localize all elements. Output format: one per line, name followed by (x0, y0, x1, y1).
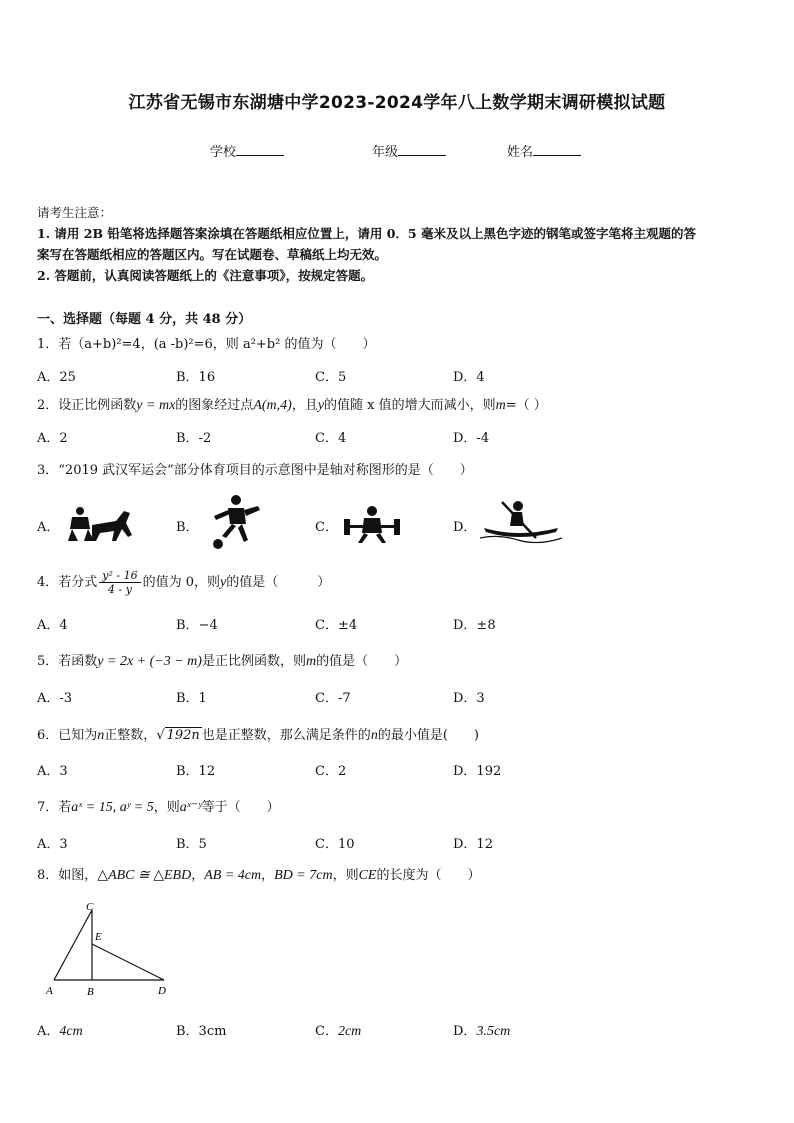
q5-option-a[interactable]: A．-3 (37, 691, 73, 706)
sqrt-radicand: 192n (166, 728, 200, 743)
option-value: 4cm (59, 1024, 83, 1039)
label-e: E (95, 931, 102, 943)
q8-option-a[interactable] (37, 1020, 83, 1040)
fraction-denominator: 4 - y (108, 583, 132, 596)
q3-option-c[interactable]: C． (315, 520, 338, 535)
q4-option-c[interactable]: C．±4 (315, 618, 358, 633)
equestrian-icon (66, 503, 138, 543)
q7-option-c[interactable]: C．10 (315, 837, 355, 852)
q2-option-d[interactable]: D．-4 (453, 431, 490, 446)
q8-option-b[interactable]: B．3cm (176, 1024, 227, 1039)
question-stem: 正整数， (104, 728, 157, 743)
q4-option-b[interactable]: B．−4 (176, 618, 218, 633)
q1-option-d[interactable]: D．4 (453, 370, 485, 385)
question-7 (37, 796, 280, 816)
school-field[interactable] (210, 141, 284, 160)
question-stem: 的长度为（ ） (376, 868, 481, 883)
question-stem: 等于（ ） (201, 800, 280, 815)
question-stem: 的图象经过点 (175, 398, 254, 413)
option-letter: D． (453, 1024, 477, 1039)
question-number: 7． (37, 800, 59, 815)
weightlifter-icon (342, 503, 402, 543)
question-stem: 的最小值是( ) (377, 728, 479, 743)
kayaker-icon (478, 498, 564, 544)
math-expression: △ABC ≅ △EBD (97, 868, 192, 883)
q8-option-c[interactable] (315, 1020, 361, 1040)
math-expression: y = 2x + (−3 − m) (97, 654, 202, 669)
q7-option-b[interactable]: B．5 (176, 837, 207, 852)
question-stem: 的值是（ ） (226, 575, 331, 590)
question-stem: =（ ） (505, 398, 547, 413)
q6-option-b[interactable]: B．12 (176, 764, 216, 779)
q5-option-b[interactable]: B．1 (176, 691, 207, 706)
grade-label: 年级 (372, 145, 399, 160)
q1-option-b[interactable]: B．16 (176, 370, 216, 385)
q6-option-a[interactable]: A．3 (37, 764, 68, 779)
question-number: 4． (37, 575, 59, 590)
q2-option-b[interactable]: B．-2 (176, 431, 212, 446)
notice-item1-line1: 1. 请用 2B 铅笔将选择题答案涂填在答题纸相应位置上，请用 0．5 毫米及以上黑色字迹的钢笔或签字笔将主观题的答 (37, 226, 696, 241)
name-field[interactable] (507, 141, 581, 160)
question-stem: 若分式 (58, 575, 98, 590)
math-expression: BD = 7cm (274, 868, 333, 883)
math-expression: n (97, 728, 105, 743)
question-1 (37, 333, 375, 352)
question-stem: 若 (58, 800, 72, 815)
school-blank[interactable] (236, 143, 284, 156)
question-number: 2． (37, 398, 59, 413)
question-stem: ， (261, 868, 275, 883)
question-stem: 若（a+b)²=4，(a -b)²=6，则 a²+b² 的值为（ ） (58, 337, 376, 352)
math-expression: AB = 4cm (204, 868, 262, 883)
question-number: 6． (37, 728, 59, 743)
sqrt-symbol: √ (156, 728, 165, 743)
triangle-abc (54, 910, 92, 980)
question-2 (37, 394, 547, 414)
question-stem: 的值是（ ） (316, 654, 408, 669)
fraction (99, 569, 140, 596)
notice-heading: 请考生注意： (37, 205, 113, 220)
question-8 (37, 864, 480, 884)
question-number: 3． (37, 463, 59, 478)
q7-option-d[interactable]: D．12 (453, 837, 493, 852)
option-letter: A． (37, 1024, 60, 1039)
page-title: 江苏省无锡市东湖塘中学2023-2024学年八上数学期末调研模拟试题 (128, 93, 666, 113)
math-expression: m (495, 398, 506, 413)
fraction-numerator: y² - 16 (99, 569, 140, 583)
question-6 (37, 724, 479, 744)
segment-ed (92, 944, 164, 980)
q2-option-c[interactable]: C．4 (315, 431, 347, 446)
label-b: B (87, 986, 94, 998)
q6-option-d[interactable]: D．192 (453, 764, 502, 779)
question-stem: 如图， (58, 868, 98, 883)
football-player-icon (204, 494, 264, 550)
notice-item1-line2: 案写在答题纸相应的答题区内。写在试题卷、草稿纸上均无效。 (37, 247, 388, 262)
question-5 (37, 650, 407, 670)
option-value: 2cm (337, 1024, 362, 1039)
section1-heading: 一、选择题（每题 4 分，共 48 分） (37, 312, 252, 327)
grade-field[interactable] (372, 141, 446, 160)
q3-option-a[interactable]: A． (37, 520, 60, 535)
q6-option-c[interactable]: C．2 (315, 764, 347, 779)
q3-option-b[interactable]: B． (176, 520, 199, 535)
label-d: D (158, 985, 166, 997)
question-stem: 的值为 0，则 (142, 575, 221, 590)
q5-option-d[interactable]: D．3 (453, 691, 485, 706)
math-expression: A(m,4) (253, 398, 292, 413)
math-expression: y (220, 575, 227, 590)
math-expression: CE (358, 868, 377, 883)
question-stem: ，则 (153, 800, 180, 815)
q1-option-a[interactable]: A．25 (37, 370, 76, 385)
question-stem: 设正比例函数 (58, 398, 137, 413)
question-number: 1． (37, 337, 59, 352)
math-expression: m (305, 654, 317, 669)
option-letter: C． (315, 1024, 338, 1039)
name-blank[interactable] (533, 143, 581, 156)
q1-option-c[interactable]: C．5 (315, 370, 347, 385)
name-label: 姓名 (507, 145, 534, 160)
question-stem: ，且 (291, 398, 318, 413)
school-label: 学校 (210, 145, 237, 160)
triangle-figure (40, 898, 175, 1000)
q8-option-d[interactable] (453, 1020, 510, 1040)
question-stem: 若函数 (58, 654, 98, 669)
notice-item2: 2. 答题前，认真阅读答题纸上的《注意事项》，按规定答题。 (37, 268, 374, 283)
math-expression: aˣ⁻ʸ (179, 800, 202, 815)
math-expression: y (317, 398, 325, 413)
q3-option-d[interactable]: D． (453, 520, 477, 535)
question-stem: 也是正整数，那么满足条件的 (201, 728, 371, 743)
label-c: C (86, 901, 94, 913)
question-stem: ，则 (332, 868, 359, 883)
q2-option-a[interactable]: A．2 (37, 431, 68, 446)
question-stem: “2019 武汉军运会”部分体育项目的示意图中是轴对称图形的是（ ） (58, 463, 473, 478)
q5-option-c[interactable]: C．-7 (315, 691, 351, 706)
q7-option-a[interactable]: A．3 (37, 837, 68, 852)
question-stem: 的值随 x 值的增大而减小，则 (324, 398, 496, 413)
question-number: 8． (37, 868, 59, 883)
math-expression: n (370, 728, 378, 743)
math-expression: aˣ = 15, aʸ = 5 (71, 800, 154, 815)
question-stem: ， (191, 868, 205, 883)
label-a: A (46, 985, 53, 997)
option-value: 3.5cm (476, 1024, 511, 1039)
question-stem: 已知为 (58, 728, 98, 743)
math-expression: y = mx (136, 398, 176, 413)
q4-option-a[interactable]: A．4 (37, 618, 68, 633)
question-4 (37, 568, 330, 598)
q4-option-d[interactable]: D．±8 (453, 618, 496, 633)
question-number: 5． (37, 654, 59, 669)
question-stem: 是正比例函数，则 (201, 654, 306, 669)
grade-blank[interactable] (398, 143, 446, 156)
question-3 (37, 459, 473, 478)
